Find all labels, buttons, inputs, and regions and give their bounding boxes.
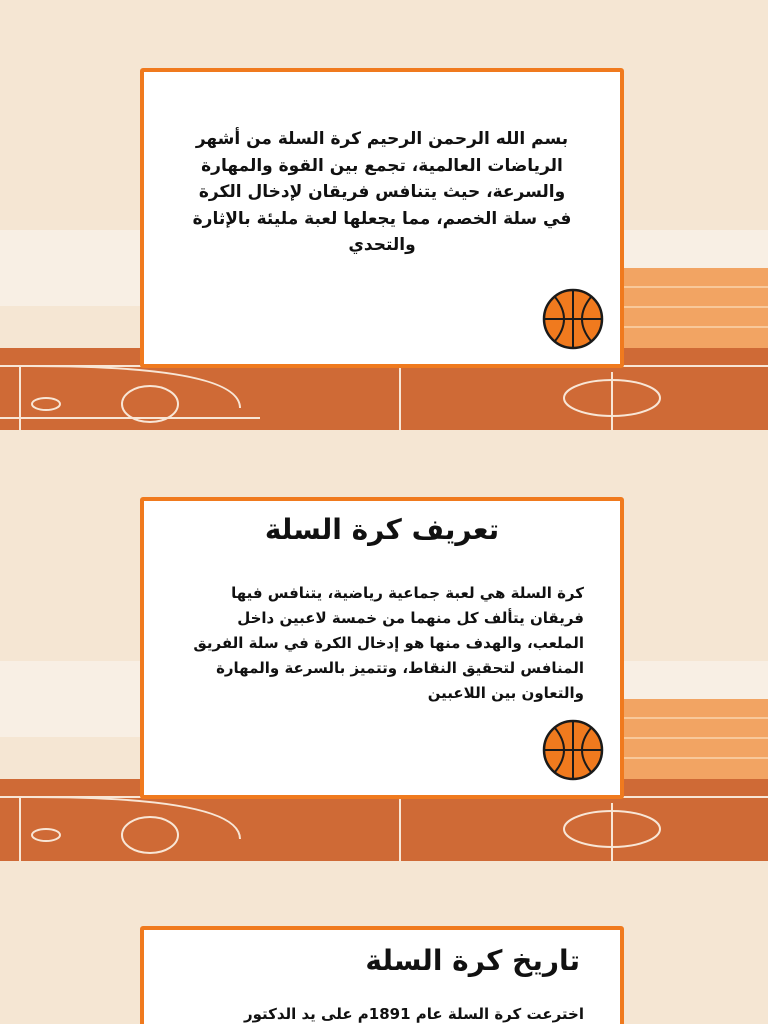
slide-history bbox=[0, 862, 768, 1024]
wood-wall bbox=[618, 268, 768, 348]
card-text: كرة السلة هي لعبة جماعية رياضية، يتنافس فيها فريقان يتألف كل منهما من خمسة لاعبين داخل الملعب، والهدف منها هو إدخال الكرة في سلة الفريق المنافس لتحقيق النقاط، وتتميز بالسرعة والمهارة والتعاون بين اللاعبين bbox=[193, 584, 584, 702]
content-card bbox=[140, 68, 624, 368]
basketball-icon bbox=[542, 719, 604, 781]
card-title: تاريخ كرة السلة bbox=[365, 944, 580, 977]
card-title: تعريف كرة السلة bbox=[264, 513, 500, 546]
slide-definition bbox=[0, 431, 768, 861]
content-card bbox=[140, 926, 624, 1024]
slide-intro bbox=[0, 0, 768, 430]
wood-wall bbox=[618, 699, 768, 779]
content-card bbox=[140, 497, 624, 799]
card-text: اخترعت كرة السلة عام 1891م على يد الدكتور bbox=[243, 1005, 584, 1023]
card-text: بسم الله الرحمن الرحيم كرة السلة من أشهر الرياضات العالمية، تجمع بين القوة والمهارة والسرعة، حيث يتنافس فريقان لإدخال الكرة في سلة الخصم، مما يجعلها لعبة مليئة بالإثارة والتحدي bbox=[192, 129, 572, 255]
basketball-icon bbox=[542, 288, 604, 350]
